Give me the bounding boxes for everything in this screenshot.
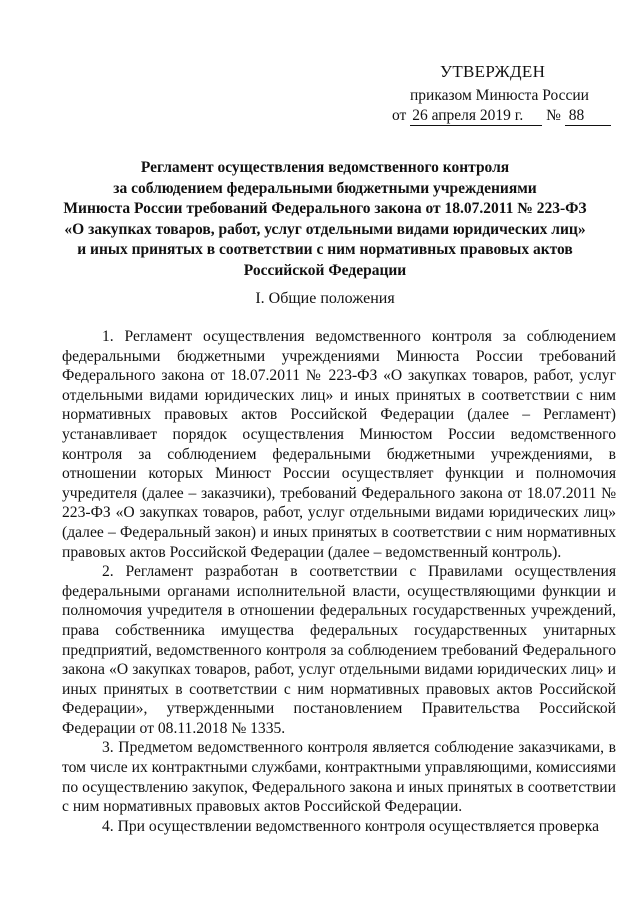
- title-line: Регламент осуществления ведомственного контроля: [140, 159, 510, 176]
- title-line: за соблюдением федеральными бюджетными учреждениями: [113, 179, 537, 197]
- title-line: Минюста России требований Федерального закона от 18.07.2011 № 223-ФЗ: [63, 200, 587, 217]
- paragraph: 1. Регламент осуществления ведомственного контроля за соблюдением федеральными бюджетными учреждениями Минюста России требований Федерального закона от 18.07.2011 № 223-ФЗ «О закупках товаров, работ, услуг отдельными видами юридических лиц» и иных принятых в соответствии с ним нормативных правовых актов Российской Федерации (далее – Регламент) устанавливает порядок осуществления Минюстом России ведомственного контроля за соблюдением федеральными бюджетными учреждениями, в отношении которых Минюст России осуществляет функции и полномочия учредителя (далее – заказчики), требований Федерального закона от 18.07.2011 № 223-ФЗ «О закупках товаров, работ, услуг отдельными видами юридических лиц» (далее – Федеральный закон) и иных принятых в соответствии с ним нормативных правовых актов Российской Федерации (далее – ведомственный контроль).: [62, 328, 616, 561]
- title-line: Российской Федерации: [243, 261, 407, 279]
- from-label: от: [392, 107, 407, 124]
- document-title: [60, 158, 590, 281]
- order-date-number-line: [392, 106, 607, 126]
- paragraph: 2. Регламент разработан в соответствии с Правилами осуществления федеральными органами исполнительной власти, осуществляющими функции и полномочия учредителя в отношении федеральных государственных учреждений, права собственника имущества федеральных государственных унитарных предприятий, ведомственного контроля за соблюдением требований Федерального закона «О закупках товаров, работ, услуг отдельными видами юридических лиц» и иных принятых в соответствии с ним нормативных правовых актов Российской Федерации», утвержденными постановлением Правительства Российской Федерации от 08.11.2018 № 1335.: [62, 563, 616, 737]
- number-label: №: [546, 107, 561, 124]
- title-line: «О закупках товаров, работ, услуг отдельными видами юридических лиц»: [64, 220, 586, 238]
- paragraph: 3. Предметом ведомственного контроля является соблюдение заказчиками, в том числе их контрактными службами, контрактными управляющими, комиссиями по осуществлению закупок, Федерального закона и иных принятых в соответствии с ним нормативных правовых актов Российской Федерации.: [62, 739, 616, 816]
- approved-label: УТВЕРЖДЕН: [440, 62, 546, 81]
- paragraph: 4. При осуществлении ведомственного контроля осуществляется проверка: [102, 817, 599, 835]
- approval-stamp: [392, 62, 607, 126]
- title-line: и иных принятых в соответствии с ним нормативных правовых актов: [77, 241, 573, 258]
- document-body: [62, 327, 616, 836]
- order-by-label: приказом Минюста России: [410, 87, 589, 104]
- order-date: 26 апреля 2019 г.: [410, 107, 542, 126]
- order-number: 88: [565, 107, 611, 126]
- section-heading: I. Общие положения: [255, 290, 395, 307]
